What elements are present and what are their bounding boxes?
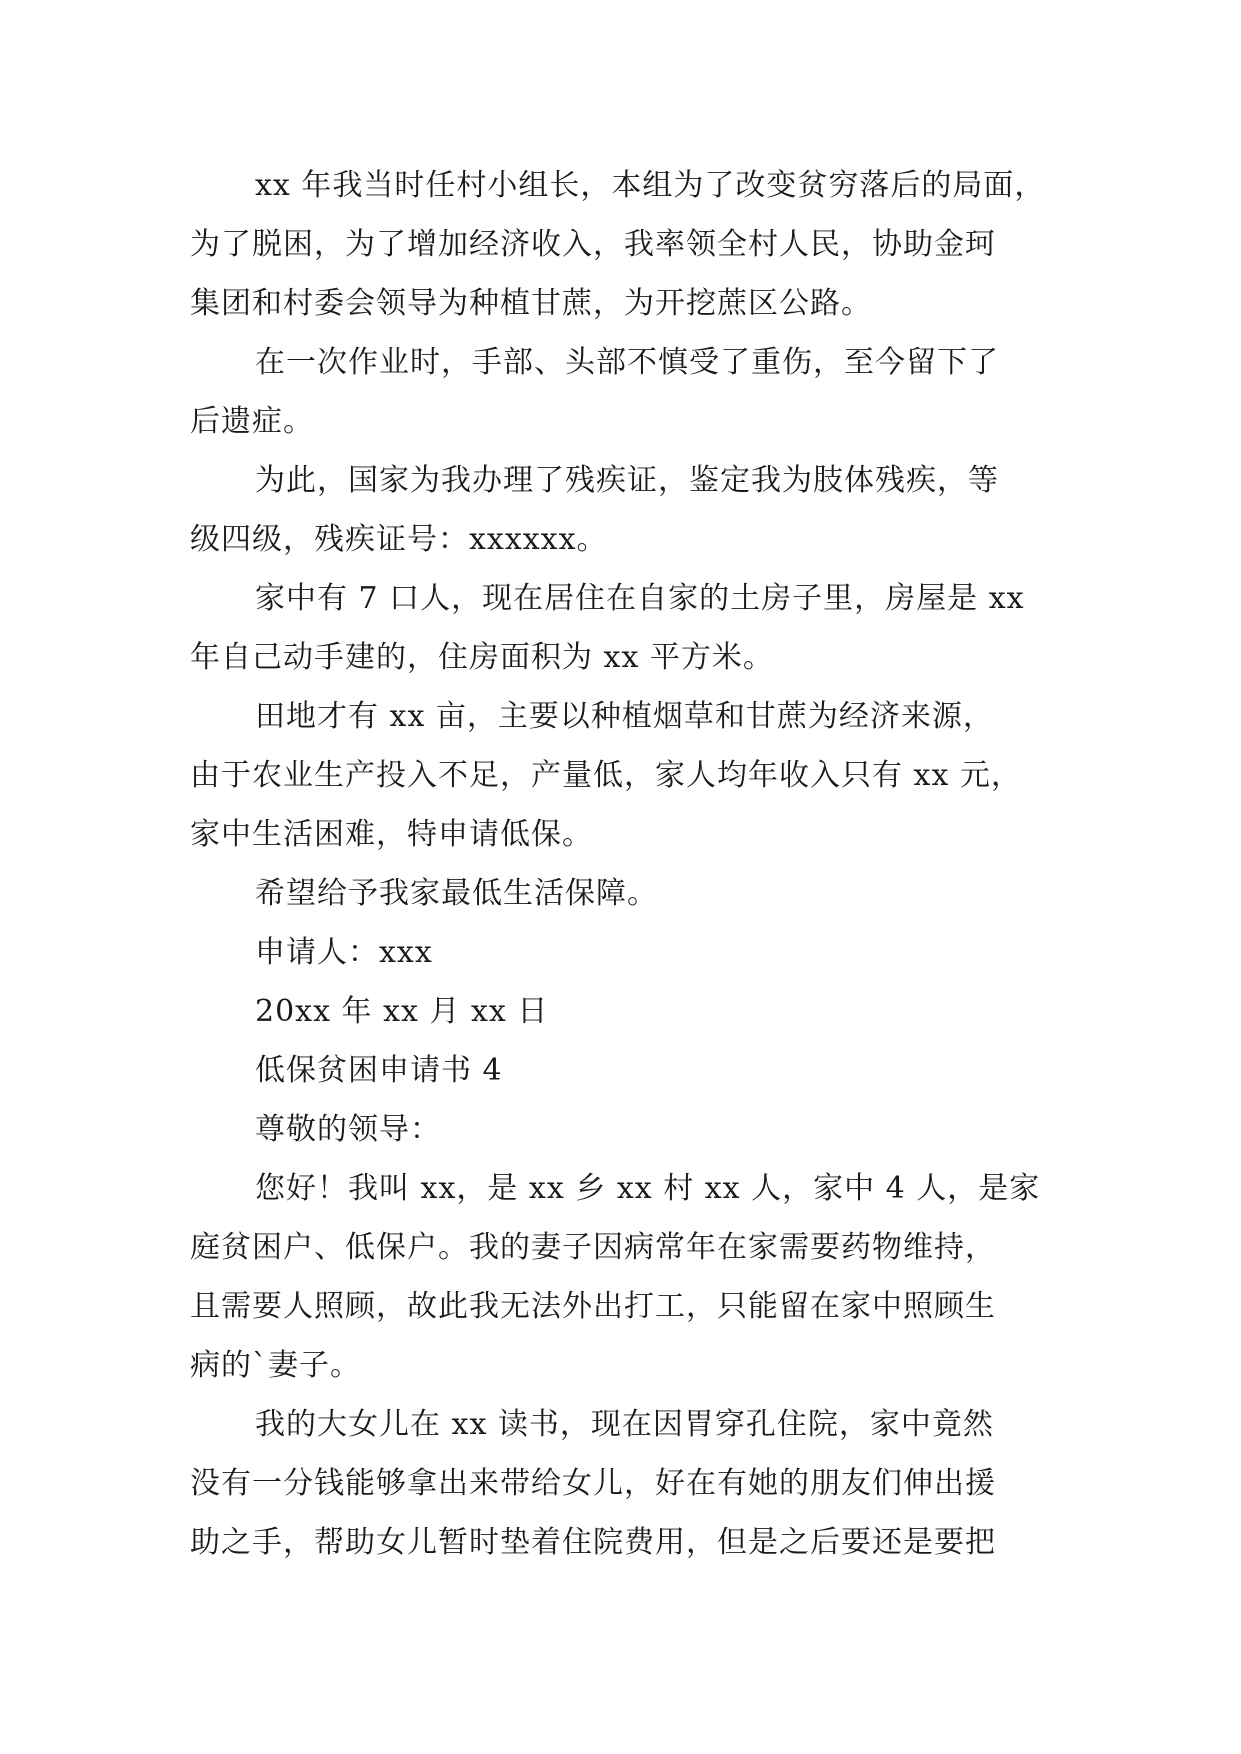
text-line: 希望给予我家最低生活保障。 xyxy=(255,876,658,911)
section-title: 低保贫困申请书 4 xyxy=(255,1053,503,1088)
text-line: 田地才有 xx 亩，主要以种植烟草和甘蔗为经济来源， xyxy=(255,699,994,734)
applicant-line: 申请人：xxx xyxy=(255,935,433,970)
text-line: 家中生活困难，特申请低保。 xyxy=(190,817,593,852)
text-line: 后遗症。 xyxy=(190,404,314,439)
text-line: 助之手，帮助女儿暂时垫着住院费用，但是之后要还是要把 xyxy=(190,1525,996,1560)
text-line: 病的`妻子。 xyxy=(190,1348,361,1383)
text-line: 没有一分钱能够拿出来带给女儿，好在有她的朋友们伸出援 xyxy=(190,1466,996,1501)
text-line: 您好！我叫 xx，是 xx 乡 xx 村 xx 人，家中 4 人，是家 xyxy=(255,1171,1041,1206)
text-line: 为了脱困，为了增加经济收入，我率领全村人民，协助金珂 xyxy=(190,227,996,262)
text-line: 为此，国家为我办理了残疾证，鉴定我为肢体残疾，等 xyxy=(255,463,999,498)
text-line: 级四级，残疾证号：xxxxxx。 xyxy=(190,522,608,557)
text-line: xx 年我当时任村小组长，本组为了改变贫穷落后的局面， xyxy=(255,168,1046,203)
text-line: 我的大女儿在 xx 读书，现在因胃穿孔住院，家中竟然 xyxy=(255,1407,994,1442)
text-line: 集团和村委会领导为种植甘蔗，为开挖蔗区公路。 xyxy=(190,286,872,321)
text-line: 在一次作业时，手部、头部不慎受了重伤，至今留下了 xyxy=(255,345,999,380)
text-line: 且需要人照顾，故此我无法外出打工，只能留在家中照顾生 xyxy=(190,1289,996,1324)
text-line: 由于农业生产投入不足，产量低，家人均年收入只有 xx 元， xyxy=(190,758,1022,793)
text-line: 年自己动手建的，住房面积为 xx 平方米。 xyxy=(190,640,774,675)
date-line: 20xx 年 xx 月 xx 日 xyxy=(255,994,549,1029)
text-line: 庭贫困户、低保户。我的妻子因病常年在家需要药物维持， xyxy=(190,1230,996,1265)
text-line: 家中有 7 口人，现在居住在自家的土房子里，房屋是 xx xyxy=(255,581,1025,616)
salutation: 尊敬的领导： xyxy=(255,1112,441,1147)
